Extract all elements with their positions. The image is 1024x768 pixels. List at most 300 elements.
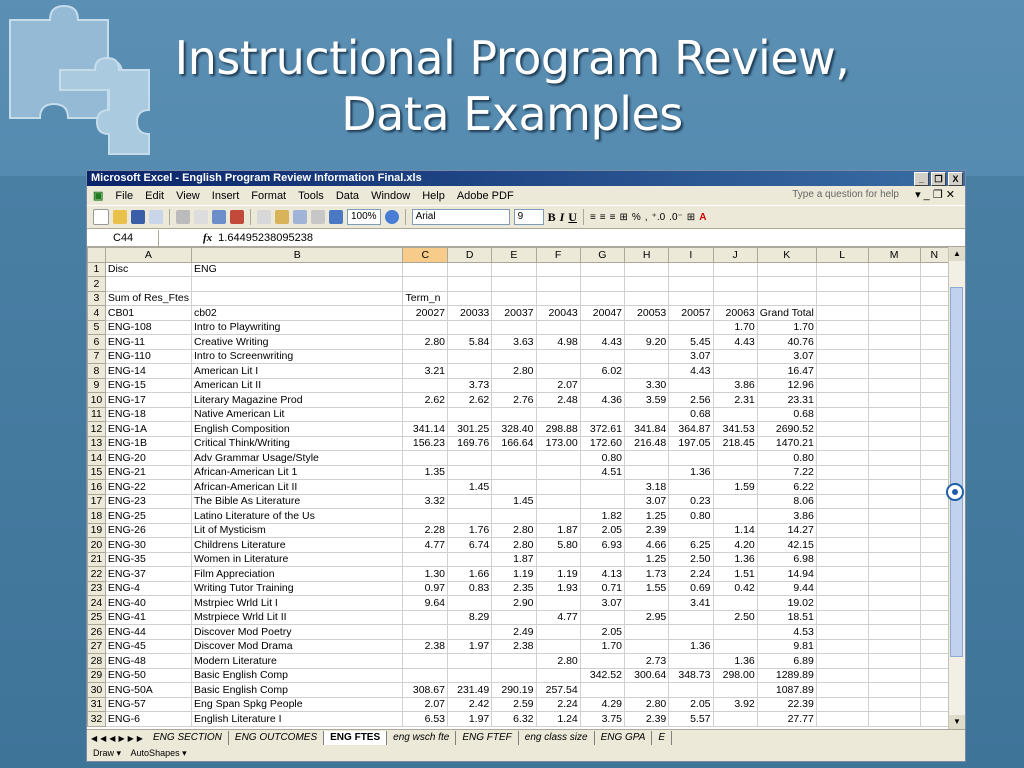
cell-value[interactable]: 42.15 xyxy=(757,538,816,553)
cell-value[interactable] xyxy=(625,683,669,698)
menu-tools[interactable]: Tools xyxy=(298,189,324,202)
cell-empty[interactable] xyxy=(868,465,920,480)
column-header-h[interactable]: H xyxy=(625,248,669,263)
cell-value[interactable] xyxy=(625,451,669,466)
cell-value[interactable] xyxy=(580,349,624,364)
cell-course-title[interactable]: Eng Span Spkg People xyxy=(192,697,403,712)
cell-value[interactable] xyxy=(536,596,580,611)
align-center-icon[interactable]: ≡ xyxy=(599,211,606,223)
research-icon[interactable] xyxy=(230,210,244,224)
row-header[interactable]: 30 xyxy=(88,683,106,698)
cell-course-title[interactable]: English Literature I xyxy=(192,712,403,727)
cell-value[interactable]: 2.80 xyxy=(536,654,580,669)
cell-course-code[interactable]: ENG-26 xyxy=(105,523,191,538)
cell-value[interactable] xyxy=(448,262,492,277)
menu-adobe-pdf[interactable]: Adobe PDF xyxy=(456,189,514,202)
merge-center-icon[interactable]: ⊞ xyxy=(619,211,628,223)
cell-value[interactable] xyxy=(713,262,757,277)
cell-value[interactable] xyxy=(536,451,580,466)
cell-empty[interactable] xyxy=(920,277,948,292)
cell-value[interactable] xyxy=(713,596,757,611)
row-header[interactable]: 31 xyxy=(88,697,106,712)
cell-empty[interactable] xyxy=(920,480,948,495)
cell-value[interactable] xyxy=(492,654,536,669)
cell-value[interactable] xyxy=(580,291,624,306)
cell-value[interactable]: 0.83 xyxy=(448,581,492,596)
font-name-select[interactable]: Arial xyxy=(412,209,510,225)
cell-empty[interactable] xyxy=(816,683,868,698)
cell-value[interactable]: 300.64 xyxy=(625,668,669,683)
cell-empty[interactable] xyxy=(920,422,948,437)
cell-value[interactable] xyxy=(492,349,536,364)
cell-empty[interactable] xyxy=(868,610,920,625)
cell-value[interactable] xyxy=(713,494,757,509)
cell-value[interactable]: 16.47 xyxy=(757,364,816,379)
cell-course-code[interactable]: ENG-6 xyxy=(105,712,191,727)
cell-course-code[interactable]: ENG-48 xyxy=(105,654,191,669)
cell-course-code[interactable]: ENG-35 xyxy=(105,552,191,567)
cell-value[interactable] xyxy=(536,509,580,524)
name-box[interactable]: C44 xyxy=(87,230,159,246)
menu-file[interactable]: File xyxy=(115,189,134,202)
cell-value[interactable]: 2.28 xyxy=(403,523,448,538)
cell-value[interactable] xyxy=(403,610,448,625)
cell-empty[interactable] xyxy=(816,335,868,350)
cell-empty[interactable] xyxy=(816,378,868,393)
fx-icon[interactable]: fx xyxy=(203,231,213,244)
cell-value[interactable]: 341.84 xyxy=(625,422,669,437)
cell-value[interactable]: 2.31 xyxy=(713,393,757,408)
menu-window[interactable]: Window xyxy=(371,189,411,202)
cell-value[interactable]: 1.93 xyxy=(536,581,580,596)
cell-value[interactable]: 1.70 xyxy=(757,320,816,335)
cell-value[interactable]: 6.74 xyxy=(448,538,492,553)
cell-course-code[interactable]: Sum of Res_Ftes xyxy=(105,291,191,306)
cell-empty[interactable] xyxy=(920,610,948,625)
cell-value[interactable] xyxy=(536,277,580,292)
cell-empty[interactable] xyxy=(868,712,920,727)
cell-empty[interactable] xyxy=(868,596,920,611)
cell-value[interactable] xyxy=(448,451,492,466)
bold-button[interactable]: B xyxy=(547,209,556,224)
cell-empty[interactable] xyxy=(816,262,868,277)
cell-course-title[interactable]: Adv Grammar Usage/Style xyxy=(192,451,403,466)
spelling-icon[interactable] xyxy=(212,210,226,224)
cell-empty[interactable] xyxy=(920,262,948,277)
row-header[interactable]: 2 xyxy=(88,277,106,292)
row-header[interactable]: 1 xyxy=(88,262,106,277)
cell-empty[interactable] xyxy=(920,306,948,321)
cell-value[interactable] xyxy=(580,378,624,393)
cell-value[interactable]: Grand Total xyxy=(757,306,816,321)
cell-value[interactable] xyxy=(403,668,448,683)
cell-empty[interactable] xyxy=(920,552,948,567)
cell-empty[interactable] xyxy=(920,509,948,524)
cell-value[interactable] xyxy=(713,712,757,727)
cell-value[interactable]: 20053 xyxy=(625,306,669,321)
cell-value[interactable]: 1.19 xyxy=(536,567,580,582)
cell-course-code[interactable]: ENG-37 xyxy=(105,567,191,582)
open-icon[interactable] xyxy=(113,210,127,224)
cell-value[interactable] xyxy=(625,639,669,654)
row-header[interactable]: 10 xyxy=(88,393,106,408)
cell-value[interactable]: 3.07 xyxy=(625,494,669,509)
cell-value[interactable] xyxy=(448,654,492,669)
cell-empty[interactable] xyxy=(920,639,948,654)
cell-value[interactable] xyxy=(669,277,713,292)
cell-value[interactable]: 3.07 xyxy=(757,349,816,364)
row-header[interactable]: 14 xyxy=(88,451,106,466)
cell-course-title[interactable] xyxy=(192,291,403,306)
column-header-e[interactable]: E xyxy=(492,248,536,263)
cell-empty[interactable] xyxy=(920,393,948,408)
cell-value[interactable]: 1.24 xyxy=(536,712,580,727)
cell-course-title[interactable]: Creative Writing xyxy=(192,335,403,350)
row-header[interactable]: 16 xyxy=(88,480,106,495)
row-header[interactable]: 26 xyxy=(88,625,106,640)
cell-value[interactable]: 6.93 xyxy=(580,538,624,553)
cell-value[interactable] xyxy=(492,451,536,466)
cell-empty[interactable] xyxy=(920,683,948,698)
cell-value[interactable]: 166.64 xyxy=(492,436,536,451)
cell-empty[interactable] xyxy=(816,567,868,582)
cell-empty[interactable] xyxy=(816,349,868,364)
cell-value[interactable]: 3.07 xyxy=(580,596,624,611)
cell-value[interactable]: 4.43 xyxy=(580,335,624,350)
cell-empty[interactable] xyxy=(920,436,948,451)
cell-value[interactable] xyxy=(492,277,536,292)
ask-question-box[interactable]: Type a question for help xyxy=(792,189,899,200)
cell-value[interactable] xyxy=(536,639,580,654)
cell-course-title[interactable]: Mstrpiec Wrld Lit I xyxy=(192,596,403,611)
cell-course-title[interactable]: Mstrpiece Wrld Lit II xyxy=(192,610,403,625)
cell-value[interactable] xyxy=(492,291,536,306)
cell-course-title[interactable]: Film Appreciation xyxy=(192,567,403,582)
cell-value[interactable]: 1289.89 xyxy=(757,668,816,683)
cell-course-title[interactable] xyxy=(192,277,403,292)
cell-value[interactable] xyxy=(713,364,757,379)
row-header[interactable]: 27 xyxy=(88,639,106,654)
cell-value[interactable] xyxy=(625,320,669,335)
copy-icon[interactable] xyxy=(257,210,271,224)
cell-value[interactable] xyxy=(757,277,816,292)
cell-value[interactable]: 7.22 xyxy=(757,465,816,480)
row-header[interactable]: 28 xyxy=(88,654,106,669)
cell-value[interactable] xyxy=(669,480,713,495)
cell-empty[interactable] xyxy=(920,538,948,553)
cell-course-code[interactable]: ENG-40 xyxy=(105,596,191,611)
cell-empty[interactable] xyxy=(920,378,948,393)
cell-value[interactable] xyxy=(580,407,624,422)
cell-value[interactable]: 2.05 xyxy=(580,523,624,538)
cell-value[interactable]: 2.80 xyxy=(492,538,536,553)
row-header[interactable]: 15 xyxy=(88,465,106,480)
row-header[interactable]: 11 xyxy=(88,407,106,422)
cell-empty[interactable] xyxy=(920,320,948,335)
cell-course-title[interactable]: ENG xyxy=(192,262,403,277)
cell-value[interactable] xyxy=(403,625,448,640)
save-icon[interactable] xyxy=(131,210,145,224)
cell-value[interactable] xyxy=(536,320,580,335)
cell-value[interactable]: 0.69 xyxy=(669,581,713,596)
cell-value[interactable]: 1.87 xyxy=(536,523,580,538)
cell-value[interactable] xyxy=(536,465,580,480)
cell-value[interactable] xyxy=(403,509,448,524)
cell-value[interactable]: 3.92 xyxy=(713,697,757,712)
italic-button[interactable]: I xyxy=(559,209,565,224)
cell-value[interactable] xyxy=(403,451,448,466)
cell-empty[interactable] xyxy=(920,581,948,596)
cell-value[interactable]: 0.42 xyxy=(713,581,757,596)
cell-empty[interactable] xyxy=(816,509,868,524)
cell-empty[interactable] xyxy=(868,364,920,379)
cell-empty[interactable] xyxy=(868,639,920,654)
cell-course-title[interactable]: Lit of Mysticism xyxy=(192,523,403,538)
scrollbar-thumb[interactable] xyxy=(950,287,963,657)
cell-course-title[interactable]: African-American Lit 1 xyxy=(192,465,403,480)
cell-course-code[interactable]: ENG-110 xyxy=(105,349,191,364)
cell-course-title[interactable]: Native American Lit xyxy=(192,407,403,422)
excel-app-icon[interactable]: ▣ xyxy=(93,190,104,202)
cell-value[interactable]: 6.53 xyxy=(403,712,448,727)
cell-value[interactable]: 1.59 xyxy=(713,480,757,495)
cell-value[interactable] xyxy=(625,596,669,611)
cell-course-title[interactable]: Basic English Comp xyxy=(192,683,403,698)
cell-value[interactable] xyxy=(669,610,713,625)
cell-empty[interactable] xyxy=(816,465,868,480)
sheet-tab[interactable]: ENG SECTION xyxy=(147,731,229,745)
cell-empty[interactable] xyxy=(868,349,920,364)
cell-course-code[interactable]: ENG-25 xyxy=(105,509,191,524)
cell-empty[interactable] xyxy=(816,291,868,306)
cell-value[interactable] xyxy=(669,378,713,393)
cell-value[interactable]: 172.60 xyxy=(580,436,624,451)
cell-empty[interactable] xyxy=(816,277,868,292)
cell-course-title[interactable]: Discover Mod Drama xyxy=(192,639,403,654)
cell-course-code[interactable]: ENG-44 xyxy=(105,625,191,640)
cell-value[interactable] xyxy=(403,552,448,567)
cell-value[interactable]: 2.80 xyxy=(403,335,448,350)
worksheet-grid[interactable] xyxy=(87,247,949,729)
cell-empty[interactable] xyxy=(868,654,920,669)
cell-empty[interactable] xyxy=(868,668,920,683)
cell-value[interactable]: 1.82 xyxy=(580,509,624,524)
cell-value[interactable]: 6.25 xyxy=(669,538,713,553)
column-header-m[interactable]: M xyxy=(868,248,920,263)
cell-value[interactable]: 1.25 xyxy=(625,552,669,567)
cell-course-code[interactable]: Disc xyxy=(105,262,191,277)
cell-empty[interactable] xyxy=(816,654,868,669)
restore-button[interactable]: ❐ xyxy=(931,172,946,186)
cell-empty[interactable] xyxy=(816,364,868,379)
cell-value[interactable]: 2690.52 xyxy=(757,422,816,437)
cell-value[interactable]: 3.75 xyxy=(580,712,624,727)
cell-empty[interactable] xyxy=(920,349,948,364)
cell-value[interactable]: 169.76 xyxy=(448,436,492,451)
column-header-g[interactable]: G xyxy=(580,248,624,263)
cell-value[interactable] xyxy=(713,291,757,306)
menu-data[interactable]: Data xyxy=(335,189,360,202)
row-header[interactable]: 21 xyxy=(88,552,106,567)
cell-value[interactable]: 6.89 xyxy=(757,654,816,669)
cell-value[interactable]: 1.66 xyxy=(448,567,492,582)
row-header[interactable]: 29 xyxy=(88,668,106,683)
cell-value[interactable]: 4.43 xyxy=(713,335,757,350)
cell-value[interactable]: 4.77 xyxy=(536,610,580,625)
cell-value[interactable]: 2.05 xyxy=(669,697,713,712)
cell-value[interactable]: 0.68 xyxy=(669,407,713,422)
cell-value[interactable] xyxy=(492,668,536,683)
cell-course-title[interactable]: Discover Mod Poetry xyxy=(192,625,403,640)
select-all-corner[interactable] xyxy=(88,248,106,263)
print-preview-icon[interactable] xyxy=(194,210,208,224)
cell-value[interactable]: 1.36 xyxy=(713,654,757,669)
cell-value[interactable]: 2.80 xyxy=(492,364,536,379)
cell-value[interactable]: 301.25 xyxy=(448,422,492,437)
draw-menu[interactable]: Draw ▾ xyxy=(93,748,122,758)
cell-value[interactable] xyxy=(625,277,669,292)
cell-course-title[interactable]: Latino Literature of the Us xyxy=(192,509,403,524)
cell-empty[interactable] xyxy=(868,262,920,277)
comma-style-icon[interactable]: , xyxy=(644,211,648,223)
cell-value[interactable]: 1.14 xyxy=(713,523,757,538)
cell-value[interactable]: 1.55 xyxy=(625,581,669,596)
cell-course-code[interactable]: ENG-15 xyxy=(105,378,191,393)
cell-value[interactable]: 0.23 xyxy=(669,494,713,509)
cell-value[interactable] xyxy=(403,277,448,292)
cell-course-code[interactable]: ENG-22 xyxy=(105,480,191,495)
cell-value[interactable] xyxy=(669,291,713,306)
cell-value[interactable]: 2.07 xyxy=(403,697,448,712)
row-header[interactable]: 18 xyxy=(88,509,106,524)
cell-value[interactable] xyxy=(580,494,624,509)
underline-button[interactable]: U xyxy=(568,209,577,224)
cell-empty[interactable] xyxy=(816,552,868,567)
cell-value[interactable]: 3.07 xyxy=(669,349,713,364)
cell-empty[interactable] xyxy=(920,465,948,480)
cell-value[interactable] xyxy=(403,349,448,364)
cell-course-title[interactable]: The Bible As Literature xyxy=(192,494,403,509)
cell-value[interactable] xyxy=(492,465,536,480)
cell-value[interactable]: 2.80 xyxy=(625,697,669,712)
cell-value[interactable] xyxy=(448,291,492,306)
cell-value[interactable] xyxy=(536,494,580,509)
cell-value[interactable]: 2.24 xyxy=(669,567,713,582)
align-left-icon[interactable]: ≡ xyxy=(589,211,596,223)
formula-input[interactable]: 1.64495238095238 xyxy=(218,231,313,244)
column-header-j[interactable]: J xyxy=(713,248,757,263)
cell-value[interactable]: 9.44 xyxy=(757,581,816,596)
cell-value[interactable] xyxy=(580,610,624,625)
cell-empty[interactable] xyxy=(816,436,868,451)
cell-value[interactable] xyxy=(536,291,580,306)
cell-value[interactable]: 2.76 xyxy=(492,393,536,408)
cell-value[interactable]: 6.22 xyxy=(757,480,816,495)
row-header[interactable]: 3 xyxy=(88,291,106,306)
cell-course-code[interactable]: ENG-41 xyxy=(105,610,191,625)
minimize-button[interactable]: _ xyxy=(914,172,929,186)
cell-value[interactable]: 8.06 xyxy=(757,494,816,509)
cell-empty[interactable] xyxy=(868,436,920,451)
cell-course-title[interactable]: African-American Lit II xyxy=(192,480,403,495)
cell-value[interactable]: 1.45 xyxy=(492,494,536,509)
cell-empty[interactable] xyxy=(816,480,868,495)
cell-empty[interactable] xyxy=(868,306,920,321)
chart-wizard-icon[interactable] xyxy=(329,210,343,224)
cell-empty[interactable] xyxy=(920,523,948,538)
cell-empty[interactable] xyxy=(920,697,948,712)
cell-value[interactable]: 2.38 xyxy=(492,639,536,654)
cell-value[interactable]: 2.35 xyxy=(492,581,536,596)
help-icon[interactable] xyxy=(385,210,399,224)
cell-value[interactable] xyxy=(403,378,448,393)
cell-empty[interactable] xyxy=(868,567,920,582)
cell-empty[interactable] xyxy=(920,596,948,611)
cell-value[interactable]: 4.53 xyxy=(757,625,816,640)
row-header[interactable]: 19 xyxy=(88,523,106,538)
row-header[interactable]: 23 xyxy=(88,581,106,596)
cell-empty[interactable] xyxy=(920,494,948,509)
cell-value[interactable]: 3.41 xyxy=(669,596,713,611)
print-icon[interactable] xyxy=(176,210,190,224)
cell-value[interactable]: 18.51 xyxy=(757,610,816,625)
cell-course-title[interactable]: American Lit I xyxy=(192,364,403,379)
row-header[interactable]: 8 xyxy=(88,364,106,379)
cell-empty[interactable] xyxy=(868,335,920,350)
cell-value[interactable]: 298.88 xyxy=(536,422,580,437)
menu-help[interactable]: Help xyxy=(422,189,445,202)
cell-value[interactable]: 290.19 xyxy=(492,683,536,698)
cell-value[interactable] xyxy=(492,378,536,393)
zoom-select[interactable]: 100% xyxy=(347,209,381,225)
cell-value[interactable] xyxy=(625,262,669,277)
cell-value[interactable]: 2.39 xyxy=(625,712,669,727)
cell-value[interactable] xyxy=(492,610,536,625)
redo-icon[interactable] xyxy=(311,210,325,224)
cell-value[interactable] xyxy=(448,625,492,640)
cell-value[interactable] xyxy=(403,262,448,277)
cell-value[interactable] xyxy=(448,668,492,683)
cell-empty[interactable] xyxy=(868,683,920,698)
cell-value[interactable] xyxy=(669,683,713,698)
cell-value[interactable]: 6.02 xyxy=(580,364,624,379)
cell-value[interactable]: 20057 xyxy=(669,306,713,321)
cell-value[interactable]: 0.80 xyxy=(580,451,624,466)
cell-value[interactable] xyxy=(536,552,580,567)
cell-value[interactable]: 2.38 xyxy=(403,639,448,654)
cell-value[interactable] xyxy=(492,407,536,422)
cell-empty[interactable] xyxy=(816,451,868,466)
cell-empty[interactable] xyxy=(920,625,948,640)
cell-value[interactable]: 4.13 xyxy=(580,567,624,582)
row-header[interactable]: 32 xyxy=(88,712,106,727)
cell-value[interactable]: 2.95 xyxy=(625,610,669,625)
menu-insert[interactable]: Insert xyxy=(211,189,240,202)
decrease-decimal-icon[interactable]: .0⁻ xyxy=(669,211,683,223)
cell-course-code[interactable] xyxy=(105,277,191,292)
cell-course-code[interactable]: CB01 xyxy=(105,306,191,321)
cell-value[interactable] xyxy=(448,349,492,364)
cell-value[interactable] xyxy=(713,639,757,654)
cell-course-title[interactable]: Basic English Comp xyxy=(192,668,403,683)
cell-empty[interactable] xyxy=(816,320,868,335)
row-header[interactable]: 9 xyxy=(88,378,106,393)
cell-value[interactable]: 156.23 xyxy=(403,436,448,451)
cell-value[interactable]: 2.49 xyxy=(492,625,536,640)
column-header-c[interactable]: C xyxy=(403,248,448,263)
cell-empty[interactable] xyxy=(868,407,920,422)
cell-value[interactable] xyxy=(713,349,757,364)
